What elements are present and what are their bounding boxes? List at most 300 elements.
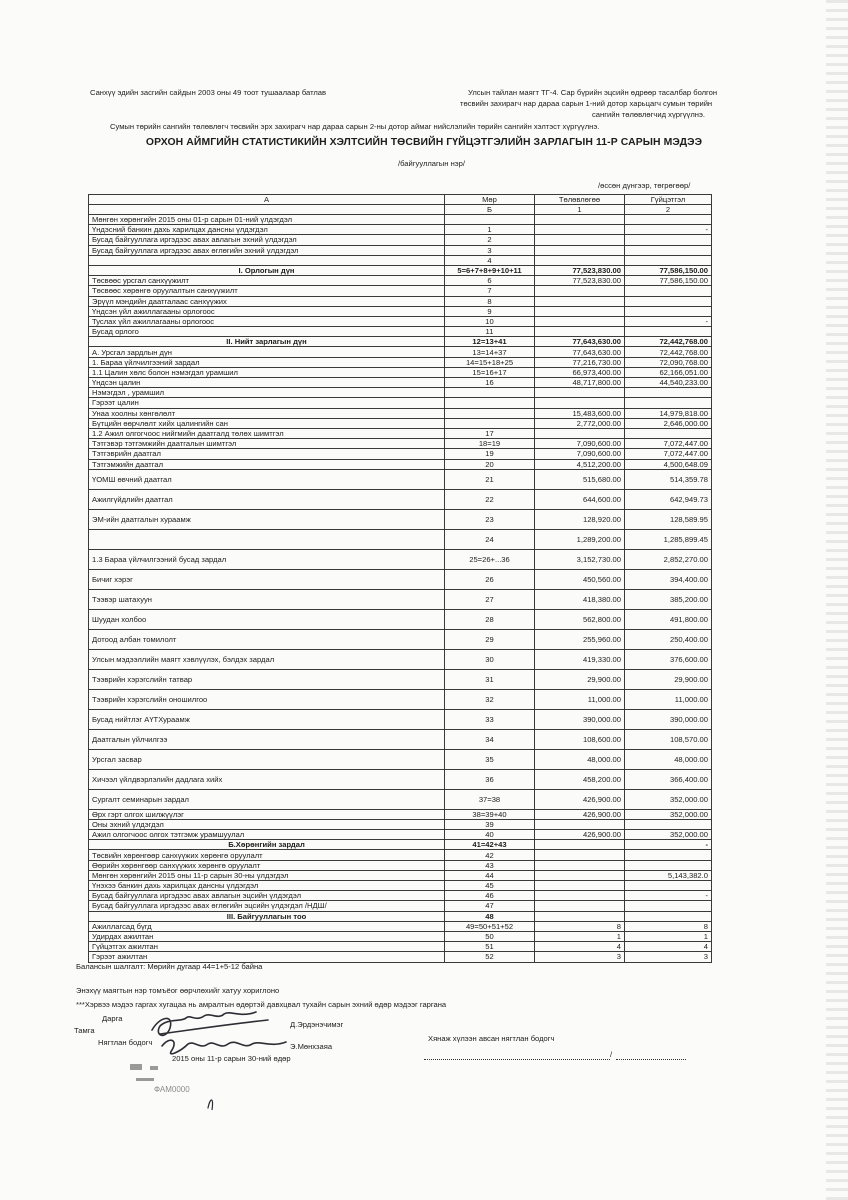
row-name: Үнэхээ банкин дахь харилцах дансны үлдэгдэл: [89, 881, 445, 891]
table-row: [89, 378, 712, 388]
row-actual: 77,586,150.00: [625, 265, 712, 275]
row-name: Даатгалын үйлчилгээ: [89, 729, 445, 749]
row-code: 9: [445, 306, 535, 316]
row-actual: 72,090,768.00: [625, 357, 712, 367]
row-name: Тээвэр шатахуун: [89, 589, 445, 609]
row-actual: 8: [625, 921, 712, 931]
row-name: Тээврийн хэрэгслийн оношилгоо: [89, 689, 445, 709]
row-code: 32: [445, 689, 535, 709]
table-row: [89, 306, 712, 316]
row-actual: [625, 388, 712, 398]
row-name: ЭМ-ийн даатгалын хураамж: [89, 509, 445, 529]
row-name: ҮОМШ өвчний даатгал: [89, 469, 445, 489]
row-code: 36: [445, 769, 535, 789]
unit-label: /өссөн дүнгээр, төгрөгөөр/: [598, 181, 691, 190]
table-row: [89, 891, 712, 901]
row-code: 2: [445, 235, 535, 245]
row-plan: 8: [535, 921, 625, 931]
row-plan: 3: [535, 952, 625, 962]
row-plan: [535, 870, 625, 880]
table-row: [89, 729, 712, 749]
row-name: Нэмэгдэл , урамшил: [89, 388, 445, 398]
column-header-actual: Гүйцэтгэл: [625, 195, 712, 205]
table-row: [89, 398, 712, 408]
row-code: 14=15+18+25: [445, 357, 535, 367]
row-actual: 4: [625, 942, 712, 952]
row-plan: 66,973,400.00: [535, 367, 625, 377]
row-actual: 250,400.00: [625, 629, 712, 649]
row-actual: 14,979,818.00: [625, 408, 712, 418]
receiver-label: Хянаж хүлээн авсан нягтлан бодогч: [428, 1034, 555, 1043]
table-row: [89, 459, 712, 469]
row-plan: [535, 850, 625, 860]
row-plan: 4,512,200.00: [535, 459, 625, 469]
table-row: [89, 327, 712, 337]
table-row: [89, 286, 712, 296]
row-actual: [625, 235, 712, 245]
form-note-line-1: Улсын тайлан маягт ТГ-4. Сар бүрийн эцсийн өдрөөр тасалбар болгон: [468, 88, 718, 97]
column-subheader-2: 2: [625, 205, 712, 215]
row-name: Тээврийн хэрэгслийн татвар: [89, 669, 445, 689]
row-name: Унаа хоолны хөнгөлөлт: [89, 408, 445, 418]
row-code: 35: [445, 749, 535, 769]
row-plan: [535, 881, 625, 891]
row-name: Үндсэн үйл ажиллагааны орлогоос: [89, 306, 445, 316]
row-plan: 1: [535, 931, 625, 941]
row-plan: [535, 891, 625, 901]
row-name: Дотоод албан томилолт: [89, 629, 445, 649]
table-row: [89, 942, 712, 952]
table-row: [89, 931, 712, 941]
row-plan: 7,090,600.00: [535, 449, 625, 459]
row-code: 27: [445, 589, 535, 609]
row-code: 34: [445, 729, 535, 749]
table-row: [89, 428, 712, 438]
row-actual: 366,400.00: [625, 769, 712, 789]
row-code: 23: [445, 509, 535, 529]
row-plan: 4: [535, 942, 625, 952]
row-actual: 77,586,150.00: [625, 276, 712, 286]
expenditure-table: [88, 194, 712, 963]
table-row: [89, 669, 712, 689]
table-row: [89, 689, 712, 709]
table-row: [89, 337, 712, 347]
row-actual: 376,600.00: [625, 649, 712, 669]
row-actual: 385,200.00: [625, 589, 712, 609]
table-row: [89, 870, 712, 880]
row-code: [445, 418, 535, 428]
row-name: Бичиг хэрэг: [89, 569, 445, 589]
row-actual: 1,285,899.45: [625, 529, 712, 549]
table-row: [89, 609, 712, 629]
column-subheader-1: 1: [535, 205, 625, 215]
table-row: [89, 921, 712, 931]
row-code: 24: [445, 529, 535, 549]
row-name: Оны эхний үлдэгдэл: [89, 819, 445, 829]
row-code: 17: [445, 428, 535, 438]
row-plan: 77,643,630.00: [535, 347, 625, 357]
table-row: [89, 860, 712, 870]
row-name: Бусад байгууллага иргэдээс авах өглөгийн эцсийн үлдэгдэл /НДШ/: [89, 901, 445, 911]
row-name: Бусад байгууллага иргэдээс авах авлагын эцсийн үлдэгдэл: [89, 891, 445, 901]
row-code: 42: [445, 850, 535, 860]
row-code: 13=14+37: [445, 347, 535, 357]
row-plan: [535, 840, 625, 850]
table-row: [89, 225, 712, 235]
stamp-mark: [130, 1064, 158, 1081]
row-name: Гүйцэтгэх ажилтан: [89, 942, 445, 952]
row-plan: 3,152,730.00: [535, 549, 625, 569]
row-plan: 426,900.00: [535, 830, 625, 840]
row-plan: [535, 388, 625, 398]
submission-note: Сумын төрийн сангийн төлөвлөгч төсвийн эрх захирагч нар дараа сарын 2-ны дотор аймаг нийслэлийн төрийн сангийн хэлтэст хүргүүлнэ.: [110, 122, 600, 131]
table-row: [89, 569, 712, 589]
row-actual: [625, 255, 712, 265]
row-name: [89, 529, 445, 549]
table-row: [89, 316, 712, 326]
balance-check: Балансын шалгалт: Мөрийн дугаар 44=1+5-12 байна: [76, 962, 263, 971]
row-plan: 418,380.00: [535, 589, 625, 609]
row-code: 48: [445, 911, 535, 921]
table-row: [89, 819, 712, 829]
row-actual: -: [625, 316, 712, 326]
row-name: 1. Бараа үйлчилгээний зардал: [89, 357, 445, 367]
row-plan: 419,330.00: [535, 649, 625, 669]
row-plan: 48,717,800.00: [535, 378, 625, 388]
row-actual: 352,000.00: [625, 809, 712, 819]
row-actual: 390,000.00: [625, 709, 712, 729]
row-actual: 394,400.00: [625, 569, 712, 589]
receiver-slash: /: [610, 1050, 613, 1059]
row-name: I. Орлогын дүн: [89, 265, 445, 275]
row-plan: 15,483,600.00: [535, 408, 625, 418]
row-plan: 7,090,600.00: [535, 439, 625, 449]
row-actual: [625, 327, 712, 337]
row-name: Өрх гэрт олгох шилжүүлэг: [89, 809, 445, 819]
row-plan: [535, 225, 625, 235]
row-actual: 5,143,382.0: [625, 870, 712, 880]
row-plan: 458,200.00: [535, 769, 625, 789]
row-actual: [625, 819, 712, 829]
row-actual: [625, 286, 712, 296]
row-actual: [625, 398, 712, 408]
row-actual: 352,000.00: [625, 789, 712, 809]
row-code: 49=50+51+52: [445, 921, 535, 931]
row-code: 45: [445, 881, 535, 891]
column-subheader-b: Б: [445, 205, 535, 215]
row-plan: 128,920.00: [535, 509, 625, 529]
table-row: [89, 952, 712, 962]
row-name: Гэрээт цалин: [89, 398, 445, 408]
row-code: 33: [445, 709, 535, 729]
receiver-signature-line: [424, 1058, 610, 1060]
row-actual: 3: [625, 952, 712, 962]
row-plan: [535, 398, 625, 408]
row-actual: 128,589.95: [625, 509, 712, 529]
row-actual: 48,000.00: [625, 749, 712, 769]
row-code: 10: [445, 316, 535, 326]
row-name: 1.3 Бараа үйлчилгээний бусад зардал: [89, 549, 445, 569]
row-actual: [625, 860, 712, 870]
row-plan: [535, 901, 625, 911]
approval-note: Санхүү эдийн засгийн сайдын 2003 оны 49 тоот тушаалаар батлав: [90, 88, 327, 97]
director-signature-stroke: [160, 1020, 268, 1034]
row-code: [445, 215, 535, 225]
table-row: [89, 449, 712, 459]
row-name: 1.1 Цалин хөлс болон нэмэгдэл урамшил: [89, 367, 445, 377]
row-actual: -: [625, 891, 712, 901]
row-plan: [535, 306, 625, 316]
row-actual: [625, 245, 712, 255]
table-row: [89, 901, 712, 911]
row-plan: 515,680.00: [535, 469, 625, 489]
row-plan: 255,960.00: [535, 629, 625, 649]
row-code: 28: [445, 609, 535, 629]
row-plan: [535, 428, 625, 438]
row-plan: 77,643,630.00: [535, 337, 625, 347]
row-plan: 426,900.00: [535, 789, 625, 809]
row-code: 31: [445, 669, 535, 689]
table-row: [89, 589, 712, 609]
accountant-label: Нягтлан бодогч: [98, 1038, 153, 1047]
table-row: [89, 549, 712, 569]
row-name: III. Байгууллагын тоо: [89, 911, 445, 921]
row-code: 43: [445, 860, 535, 870]
row-actual: 352,000.00: [625, 830, 712, 840]
row-code: 6: [445, 276, 535, 286]
row-plan: 390,000.00: [535, 709, 625, 729]
row-code: 12=13+41: [445, 337, 535, 347]
table-row: [89, 749, 712, 769]
row-actual: 7,072,447.00: [625, 439, 712, 449]
row-actual: [625, 911, 712, 921]
accountant-name: Э.Мөнхзаяа: [290, 1042, 333, 1051]
row-name: А. Урсгал зардлын дүн: [89, 347, 445, 357]
table-row: [89, 276, 712, 286]
row-plan: 29,900.00: [535, 669, 625, 689]
row-code: 44: [445, 870, 535, 880]
row-plan: 644,600.00: [535, 489, 625, 509]
accountant-signature: [162, 1040, 286, 1054]
stamp-text: ФАМ0000: [154, 1085, 190, 1094]
row-name: Тэтгэврийн даатгал: [89, 449, 445, 459]
row-name: Хичээл үйлдвэрлэлийн дадлага хийх: [89, 769, 445, 789]
row-code: 26: [445, 569, 535, 589]
row-name: Ажил олгогчоос олгох тэтгэмж урамшуулал: [89, 830, 445, 840]
row-code: 40: [445, 830, 535, 840]
row-plan: 2,772,000.00: [535, 418, 625, 428]
table-row: [89, 509, 712, 529]
row-name: Төсвөөс урсгал санхүүжилт: [89, 276, 445, 286]
row-code: 19: [445, 449, 535, 459]
row-name: Бусад байгууллага иргэдээс авах өглөгийн эхний үлдэгдэл: [89, 245, 445, 255]
row-plan: 77,523,830.00: [535, 276, 625, 286]
director-label: Дарга: [102, 1014, 123, 1023]
table-row: [89, 296, 712, 306]
row-code: 41=42+43: [445, 840, 535, 850]
row-actual: 4,500,648.09: [625, 459, 712, 469]
row-plan: [535, 911, 625, 921]
row-actual: 2,852,270.00: [625, 549, 712, 569]
table-row: [89, 469, 712, 489]
row-name: Удирдах ажилтан: [89, 931, 445, 941]
row-plan: 77,523,830.00: [535, 265, 625, 275]
row-name: Бусад орлого: [89, 327, 445, 337]
row-name: Мөнгөн хөрөнгийн 2015 оны 01-р сарын 01-ний үлдэгдэл: [89, 215, 445, 225]
row-name: Сургалт семинарын зардал: [89, 789, 445, 809]
row-actual: 2,646,000.00: [625, 418, 712, 428]
row-code: 38=39+40: [445, 809, 535, 819]
row-code: [445, 398, 535, 408]
row-code: 37=38: [445, 789, 535, 809]
form-note-line-3: сангийн төлөвлөгчид хүргүүлнэ.: [592, 110, 705, 119]
row-plan: [535, 235, 625, 245]
row-code: 7: [445, 286, 535, 296]
row-code: 46: [445, 891, 535, 901]
row-name: Эрүүл мэндийн даатгалаас санхүүжих: [89, 296, 445, 306]
table-body: [89, 215, 712, 963]
row-name: Шуудан холбоо: [89, 609, 445, 629]
row-actual: [625, 428, 712, 438]
row-name: Тэтгэмжийн даатгал: [89, 459, 445, 469]
footer-note-2: ***Хэрвээ мэдээ гаргах хугацаа нь амралтын өдөртэй давхцвал тухайн сарын эхний өдөр мэдээг гаргана: [76, 1000, 447, 1009]
row-plan: 1,289,200.00: [535, 529, 625, 549]
table-row: [89, 850, 712, 860]
footer-note-1: Энэхүү маягтын нэр томъёог өөрчлөхийг хатуу хориглоно: [76, 986, 280, 995]
table-row: [89, 245, 712, 255]
row-actual: [625, 850, 712, 860]
row-code: [445, 388, 535, 398]
organization-label: /байгууллагын нэр/: [398, 159, 465, 168]
row-actual: 11,000.00: [625, 689, 712, 709]
row-name: Б.Хөрөнгийн зардал: [89, 840, 445, 850]
row-code: 47: [445, 901, 535, 911]
row-code: 25=26+...36: [445, 549, 535, 569]
row-actual: 29,900.00: [625, 669, 712, 689]
row-name: Үндсэн цалин: [89, 378, 445, 388]
row-code: 22: [445, 489, 535, 509]
row-name: Үндэсний банкин дахь харилцах дансны үлдэгдэл: [89, 225, 445, 235]
receiver-date-line: [616, 1058, 686, 1060]
row-actual: 1: [625, 931, 712, 941]
row-plan: [535, 296, 625, 306]
row-actual: 72,442,768.00: [625, 347, 712, 357]
row-code: 52: [445, 952, 535, 962]
table-row: [89, 649, 712, 669]
director-name: Д.Эрдэнэчимэг: [290, 1020, 344, 1029]
row-name: Гэрээт ажилтан: [89, 952, 445, 962]
row-code: 21: [445, 469, 535, 489]
row-name: Улсын мэдээллийн маягт хэвлүүлэх, бэлдэх зардал: [89, 649, 445, 669]
row-code: 8: [445, 296, 535, 306]
row-name: Ажиллагсад бүгд: [89, 921, 445, 931]
scan-edge-artifact: [826, 0, 848, 1200]
row-actual: [625, 306, 712, 316]
row-code: 5=6+7+8+9+10+11: [445, 265, 535, 275]
row-name: Бүтцийн өөрчлөлт хийх цалингийн сан: [89, 418, 445, 428]
table-row: [89, 629, 712, 649]
table-row: [89, 408, 712, 418]
row-actual: 642,949.73: [625, 489, 712, 509]
row-name: Төсвийн хөрөнгөөр санхүүжих хөрөнгө оруулалт: [89, 850, 445, 860]
row-actual: [625, 901, 712, 911]
table-row: [89, 357, 712, 367]
row-code: 20: [445, 459, 535, 469]
row-plan: 11,000.00: [535, 689, 625, 709]
row-name: [89, 255, 445, 265]
row-name: Тэтгэвэр тэтгэмжийн даатгалын шимтгэл: [89, 439, 445, 449]
row-actual: 7,072,447.00: [625, 449, 712, 459]
row-name: Туслах үйл ажиллагааны орлогоос: [89, 316, 445, 326]
table-row: [89, 809, 712, 819]
row-plan: [535, 245, 625, 255]
row-plan: [535, 316, 625, 326]
row-actual: 44,540,233.00: [625, 378, 712, 388]
row-code: 16: [445, 378, 535, 388]
row-name: Бусад нийтлэг АҮТХураамж: [89, 709, 445, 729]
row-actual: [625, 881, 712, 891]
row-actual: -: [625, 225, 712, 235]
row-actual: -: [625, 840, 712, 850]
row-name: 1.2 Ажил олгогчоос нийгмийн даатгалд төлөх шимтгэл: [89, 428, 445, 438]
row-code: 15=16+17: [445, 367, 535, 377]
report-title: ОРХОН АЙМГИЙН СТАТИСТИКИЙН ХЭЛТСИЙН ТӨСВИЙН ГҮЙЦЭТГЭЛИЙН ЗАРЛАГЫН 11-Р САРЫН МЭДЭЭ: [145, 137, 703, 148]
form-note-line-2: төсвийн захирагч нар дараа сарын 1-ний дотор харьцагч сумын төрийн: [460, 99, 713, 108]
row-plan: 450,560.00: [535, 569, 625, 589]
row-actual: 514,359.78: [625, 469, 712, 489]
row-code: 3: [445, 245, 535, 255]
row-plan: [535, 255, 625, 265]
row-plan: 48,000.00: [535, 749, 625, 769]
row-name: Ажилгүйдлийн даатгал: [89, 489, 445, 509]
row-code: 29: [445, 629, 535, 649]
row-name: Төсвөөс хөрөнгө оруулалтын санхүүжилт: [89, 286, 445, 296]
row-name: II. Нийт зарлагын дүн: [89, 337, 445, 347]
column-header-plan: Төлөвлөгөө: [535, 195, 625, 205]
table-row: [89, 529, 712, 549]
row-name: Мөнгөн хөрөнгийн 2015 оны 11-р сарын 30-ны үлдэгдэл: [89, 870, 445, 880]
bottom-mark: [208, 1100, 213, 1110]
row-name: Бусад байгууллага иргэдээс авах авлагын эхний үлдэгдэл: [89, 235, 445, 245]
column-header-a: А: [89, 195, 445, 205]
table-row: [89, 769, 712, 789]
table-row: [89, 235, 712, 245]
column-header-row-number: Мөр: [445, 195, 535, 205]
table-row: [89, 418, 712, 428]
row-code: [445, 408, 535, 418]
table-row: [89, 489, 712, 509]
row-actual: [625, 296, 712, 306]
row-plan: [535, 860, 625, 870]
row-code: 1: [445, 225, 535, 235]
signing-date: 2015 оны 11-р сарын 30-ний өдөр: [172, 1054, 291, 1063]
row-actual: 108,570.00: [625, 729, 712, 749]
row-name: Урсгал засвар: [89, 749, 445, 769]
table-row: [89, 255, 712, 265]
row-name: Өөрийн хөрөнгөөр санхүүжих хөрөнгө оруулалт: [89, 860, 445, 870]
row-code: 39: [445, 819, 535, 829]
table-row: [89, 709, 712, 729]
table-row: [89, 265, 712, 275]
table-subheader-row: [89, 205, 712, 215]
table-row: [89, 830, 712, 840]
row-actual: 62,166,051.00: [625, 367, 712, 377]
table-row: [89, 215, 712, 225]
table-row: [89, 881, 712, 891]
row-code: 11: [445, 327, 535, 337]
row-plan: [535, 819, 625, 829]
row-actual: 491,800.00: [625, 609, 712, 629]
